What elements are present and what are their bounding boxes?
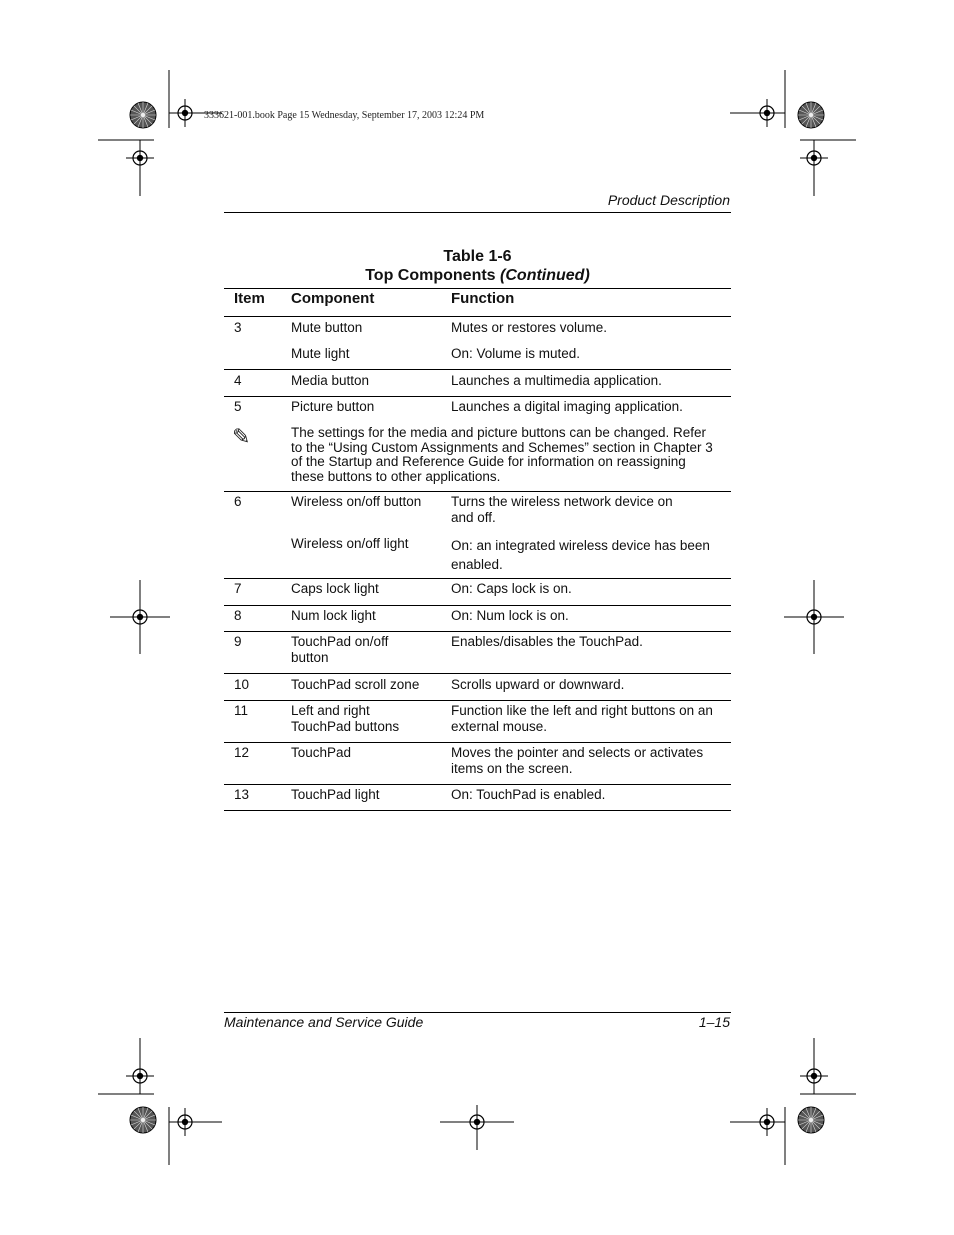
table-row-function: Mutes or restores volume.	[451, 320, 608, 335]
table-row-item: 11	[234, 703, 249, 718]
table-number: Table 1-6	[443, 248, 512, 265]
page-number: 1–15	[698, 1014, 730, 1030]
table-row-component: Caps lock light	[291, 581, 379, 596]
table-row-item: 3	[234, 320, 242, 335]
table-header-rule	[224, 316, 731, 317]
note-text: The settings for the media and picture buttons can be changed. Refer to the “Using Custom Assignments and Schemes” section in Chapter 3 of the Startup and Reference Guide for information on reassigning these buttons to other applications.	[291, 425, 713, 484]
table-row-item: 6	[234, 494, 242, 509]
table-row-item: 9	[234, 634, 242, 649]
table-row-component: TouchPad scroll zone	[291, 677, 420, 692]
table-row-function: On: Volume is muted.	[451, 346, 581, 361]
table-row-function: Scrolls upward or downward.	[451, 677, 625, 692]
table-row-function: On: Caps lock is on.	[451, 581, 572, 596]
table-row-component: TouchPad light	[291, 787, 380, 802]
table-title-main: Top Components	[365, 267, 496, 284]
table-row-item: 13	[234, 787, 250, 802]
column-header-component: Component	[291, 290, 375, 307]
column-header-function: Function	[451, 290, 515, 307]
pencil-icon: ✎	[232, 424, 251, 449]
row-divider	[224, 491, 731, 492]
table-row-component: Wireless on/off light	[291, 536, 409, 551]
table-row-component: Picture button	[291, 399, 375, 414]
row-divider	[224, 578, 731, 579]
table-row-component: TouchPad on/off button	[291, 634, 389, 665]
row-divider	[224, 631, 731, 632]
table-row-function: On: an integrated wireless device has been enabled.	[451, 538, 710, 572]
table-row-function: Moves the pointer and selects or activates items on the screen.	[451, 745, 704, 776]
table-row-component: TouchPad	[291, 745, 352, 760]
table-row-component: Media button	[291, 373, 370, 388]
table-top-rule	[224, 288, 731, 289]
table-bottom-rule	[224, 810, 731, 811]
table-title	[224, 267, 731, 285]
table-row-function: On: TouchPad is enabled.	[451, 787, 606, 802]
table-row-item: 7	[234, 581, 242, 596]
table-row-item: 8	[234, 608, 242, 623]
footer-rule	[224, 1012, 731, 1013]
row-divider	[224, 742, 731, 743]
footer-title: Maintenance and Service Guide	[224, 1014, 424, 1030]
row-divider	[224, 605, 731, 606]
table-row-component: Wireless on/off button	[291, 494, 422, 509]
table-row-function: Launches a digital imaging application.	[451, 399, 683, 414]
slug-line: 333621-001.book Page 15 Wednesday, September 17, 2003 12:24 PM	[204, 110, 485, 121]
table-row-component: Num lock light	[291, 608, 376, 623]
table-row-function: Enables/disables the TouchPad.	[451, 634, 643, 649]
table-row-function: Turns the wireless network device on and off.	[451, 494, 673, 525]
table-row-item: 4	[234, 373, 242, 388]
table-row-function: Function like the left and right buttons on an external mouse.	[451, 703, 713, 734]
table-row-component: Mute light	[291, 346, 350, 361]
table-row-component: Mute button	[291, 320, 363, 335]
table-row-function: Launches a multimedia application.	[451, 373, 662, 388]
column-header-item: Item	[234, 290, 265, 307]
running-head: Product Description	[607, 192, 730, 208]
row-divider	[224, 673, 731, 674]
row-divider	[224, 369, 731, 370]
row-divider	[224, 784, 731, 785]
table-row-function: On: Num lock is on.	[451, 608, 569, 623]
table-title-suffix: (Continued)	[500, 267, 590, 284]
row-divider	[224, 700, 731, 701]
table-row-component: Left and right TouchPad buttons	[291, 703, 400, 734]
table-row-item: 5	[234, 399, 242, 414]
row-divider	[224, 396, 731, 397]
table-row-item: 10	[234, 677, 250, 692]
header-rule	[224, 212, 731, 213]
table-row-item: 12	[234, 745, 250, 760]
